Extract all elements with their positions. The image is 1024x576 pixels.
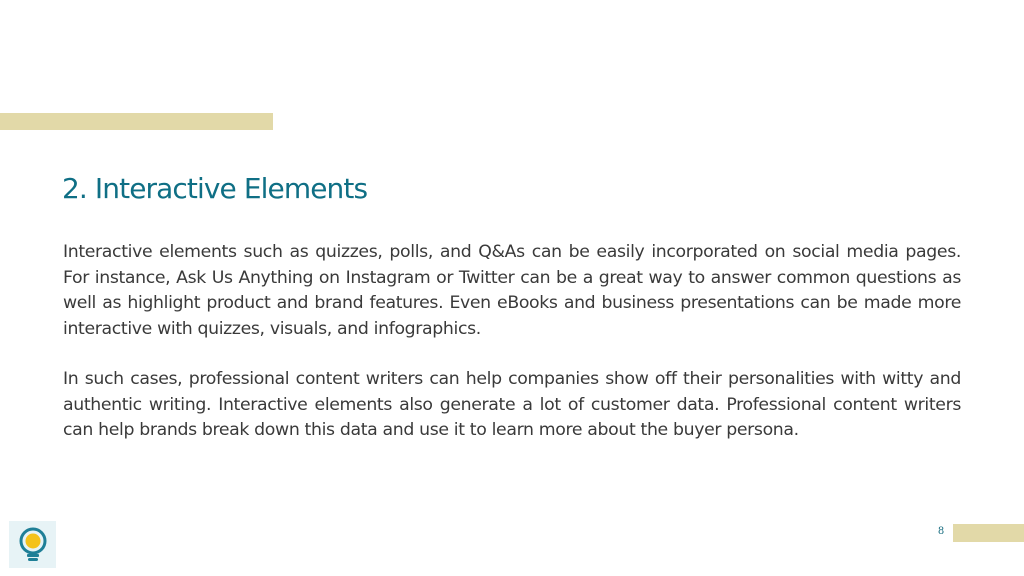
page-number: 8 bbox=[937, 526, 945, 537]
logo bbox=[9, 521, 56, 568]
bottom-accent-bar bbox=[953, 524, 1024, 542]
body-paragraph: In such cases, professional content writers can help companies show off their personalities with witty and authentic writing. Interactive elements also generate a lot of customer data. Professional content writers can help brands break down this data and use it to learn more about the buyer persona. bbox=[63, 369, 961, 440]
top-accent-bar bbox=[0, 113, 273, 130]
slide-title: 2. Interactive Elements bbox=[62, 172, 368, 205]
body-paragraph: Interactive elements such as quizzes, polls, and Q&As can be easily incorporated on social media pages. For instance, Ask Us Anything on Instagram or Twitter can be a great way to answer common questions as well as highlight product and brand features. Even eBooks and business presentations can be made more interactive with quizzes, visuals, and infographics. bbox=[63, 242, 961, 339]
slide-body bbox=[63, 240, 961, 469]
lightbulb-icon bbox=[17, 527, 49, 563]
